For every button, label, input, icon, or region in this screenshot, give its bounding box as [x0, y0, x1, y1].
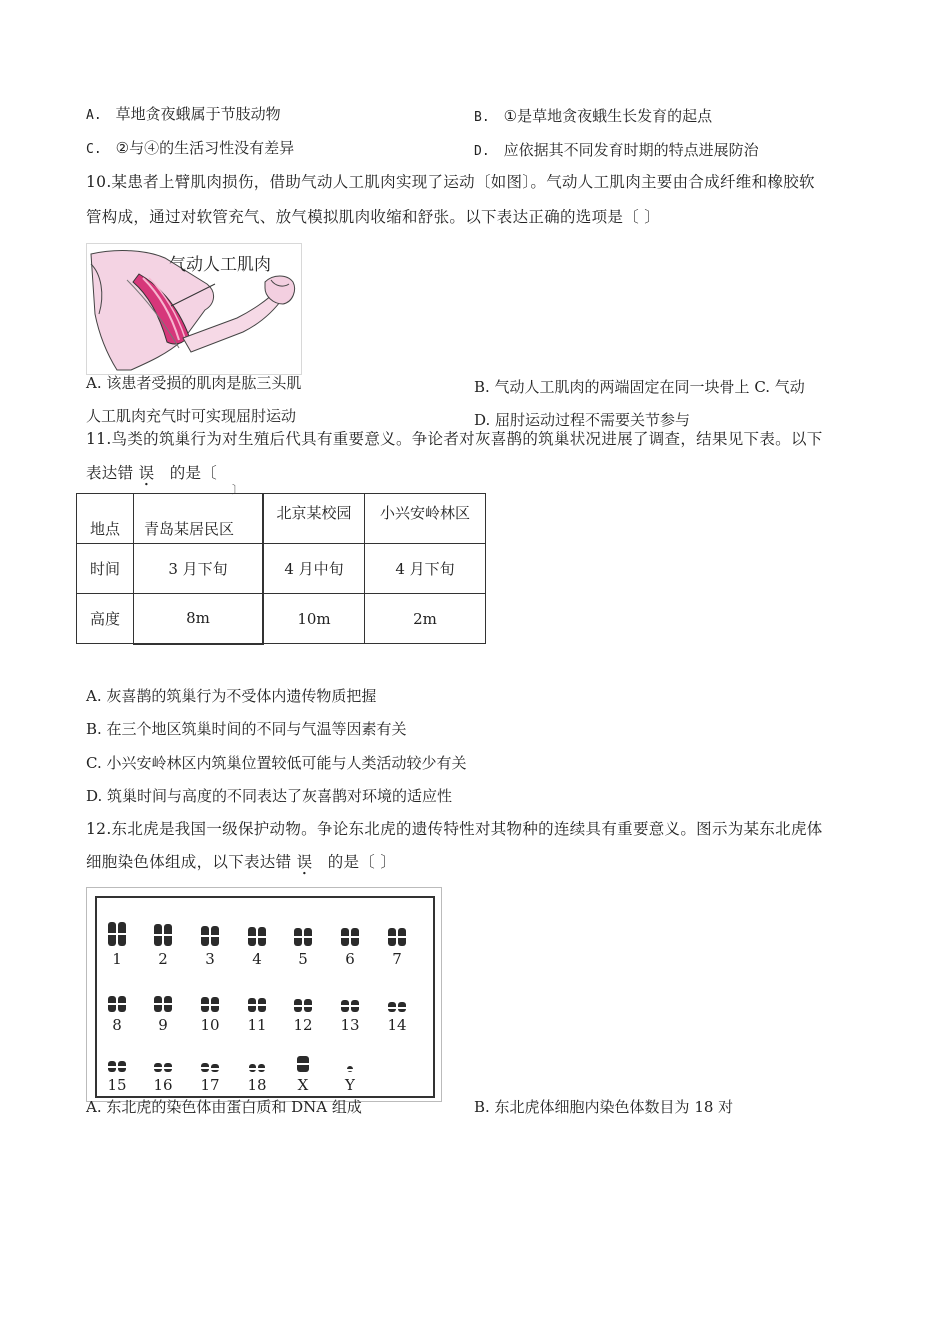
header-xiaoxinganling: 小兴安岭林区	[365, 494, 486, 544]
chromosome-number: 3	[205, 950, 215, 968]
cell-time-xiaoxinganling: 4 月下旬	[365, 544, 486, 594]
row-label-time: 时间	[77, 544, 134, 594]
chromosome-number: 17	[200, 1076, 220, 1094]
q11-stem-pre: 表达错	[86, 464, 134, 482]
artificial-muscle-figure	[86, 243, 302, 375]
q12-emphasis-word: 误	[296, 853, 313, 871]
q11-stem-line1: 11.鸟类的筑巢行为对生殖后代具有重要意义。争论者对灰喜鹊的筑巢状况进展了调查，结果见下表。以下	[86, 430, 823, 448]
chromosome-number: Y	[345, 1076, 355, 1094]
chromosome-pair	[237, 986, 277, 1034]
cell-time-qingdao: 3 月下旬	[134, 544, 264, 594]
q11-stem-post: 的是〔	[169, 464, 218, 482]
chromosome-y	[330, 1046, 370, 1094]
q10-option-a: A. 该患者受损的肌肉是肱三头肌	[86, 374, 302, 392]
chromosome-number: 6	[345, 950, 355, 968]
cell-time-beijing: 4 月中旬	[263, 544, 365, 594]
q12-stem-post: 的是〔 〕	[327, 853, 397, 871]
q10-stem-line1: 10.某患者上臂肌肉损伤，借助气动人工肌肉实现了运动〔如图〕。气动人工肌肉主要由合成纤维和橡胶软	[86, 173, 815, 191]
chromosome-number: 1	[112, 950, 122, 968]
chromosome-number: X	[297, 1076, 309, 1094]
karyotype-frame	[95, 896, 435, 1098]
chromosome-number: 16	[153, 1076, 173, 1094]
q9-option-c-text: ②与④的生活习性没有差异	[115, 139, 295, 157]
q10-option-b-c: B. 气动人工肌肉的两端固定在同一块骨上 C. 气动	[474, 378, 805, 396]
cell-height-xiaoxinganling: 2m	[365, 594, 486, 644]
table-row	[77, 594, 486, 644]
chromosome-x	[283, 1046, 323, 1094]
chromosome-pair	[190, 986, 230, 1034]
chromosome-pair	[237, 1046, 277, 1094]
arm-illustration	[87, 244, 301, 374]
table-header-row	[77, 494, 486, 544]
q11-option-d: D. 筑巢时间与高度的不同表达了灰喜鹊对环境的适应性	[86, 787, 453, 805]
chromosome-number: 15	[107, 1076, 127, 1094]
q9-option-a-label: A.	[86, 108, 102, 123]
chromosome-number: 10	[200, 1016, 220, 1034]
q9-option-d-text: 应依据其不同发育时期的特点进展防治	[503, 141, 759, 159]
chromosome-pair	[143, 1046, 183, 1094]
q10-stem-line2: 管构成，通过对软管充气、放气模拟肌肉收缩和舒张。以下表达正确的选项是〔 〕	[86, 208, 661, 226]
chromosome-pair	[97, 920, 137, 968]
chromosome-number: 5	[298, 950, 308, 968]
chromosome-number: 4	[252, 950, 262, 968]
chromosome-number: 12	[293, 1016, 313, 1034]
q11-option-a: A. 灰喜鹊的筑巢行为不受体内遗传物质把握	[86, 687, 377, 705]
q9-option-b-text: ①是草地贪夜蛾生长发育的起点	[503, 107, 713, 125]
cell-height-qingdao: 8m	[134, 594, 264, 644]
chromosome-pair	[283, 986, 323, 1034]
chromosome-pair	[330, 986, 370, 1034]
q12-stem-line1: 12.东北虎是我国一级保护动物。争论东北虎的遗传特性对其物种的连续具有重要意义。图示为某东北虎体	[86, 820, 823, 838]
header-location: 地点	[77, 494, 134, 544]
chromosome-pair	[330, 920, 370, 968]
figure-label-artificial-muscle: 气动人工肌肉	[169, 255, 271, 275]
chromosome-pair	[377, 986, 417, 1034]
q11-emphasis-word: 误	[138, 464, 155, 482]
row-label-height: 高度	[77, 594, 134, 644]
chromosome-pair	[143, 920, 183, 968]
chromosome-number: 7	[392, 950, 402, 968]
table-row	[77, 544, 486, 594]
header-qingdao: 青岛某居民区	[134, 494, 264, 544]
chromosome-pair	[377, 920, 417, 968]
chromosome-number: 18	[247, 1076, 267, 1094]
chromosome-pair	[97, 1046, 137, 1094]
chromosome-number: 14	[387, 1016, 407, 1034]
q12-option-a: A. 东北虎的染色体由蛋白质和 DNA 组成	[86, 1098, 362, 1116]
nesting-survey-table	[76, 493, 486, 645]
q9-option-a-text: 草地贪夜蛾属于节肢动物	[115, 105, 281, 123]
q11-stem-close: 〕	[232, 483, 243, 496]
q9-option-d	[474, 140, 759, 162]
q12-stem-pre: 细胞染色体组成，以下表达错	[86, 853, 292, 871]
chromosome-pair	[97, 986, 137, 1034]
chromosome-pair	[143, 986, 183, 1034]
chromosome-number: 8	[112, 1016, 122, 1034]
chromosome-pair	[190, 920, 230, 968]
q10-option-d: D. 屈肘运动过程不需要关节参与	[474, 411, 691, 429]
chromosome-number: 9	[158, 1016, 168, 1034]
chromosome-number: 2	[158, 950, 168, 968]
q9-option-d-label: D.	[474, 144, 490, 159]
chromosome-pair	[283, 920, 323, 968]
q12-option-b: B. 东北虎体细胞内染色体数目为 18 对	[474, 1098, 734, 1116]
chromosome-number: 13	[340, 1016, 360, 1034]
q9-option-b	[474, 106, 712, 128]
chromosome-pair	[237, 920, 277, 968]
chromosome-number: 11	[247, 1016, 267, 1034]
q9-option-c	[86, 138, 294, 160]
chromosome-pair	[190, 1046, 230, 1094]
header-beijing: 北京某校园	[263, 494, 365, 544]
q11-stem-line2	[86, 463, 217, 483]
q11-option-b: B. 在三个地区筑巢时间的不同与气温等因素有关	[86, 720, 407, 738]
karyotype-figure	[86, 887, 442, 1102]
q9-option-c-label: C.	[86, 142, 102, 157]
q9-option-b-label: B.	[474, 110, 490, 125]
q12-stem-line2	[86, 852, 396, 872]
q11-option-c: C. 小兴安岭林区内筑巢位置较低可能与人类活动较少有关	[86, 754, 467, 772]
cell-height-beijing: 10m	[263, 594, 365, 644]
q10-option-c-continued: 人工肌肉充气时可实现屈肘运动	[86, 407, 297, 425]
q9-option-a	[86, 104, 281, 126]
